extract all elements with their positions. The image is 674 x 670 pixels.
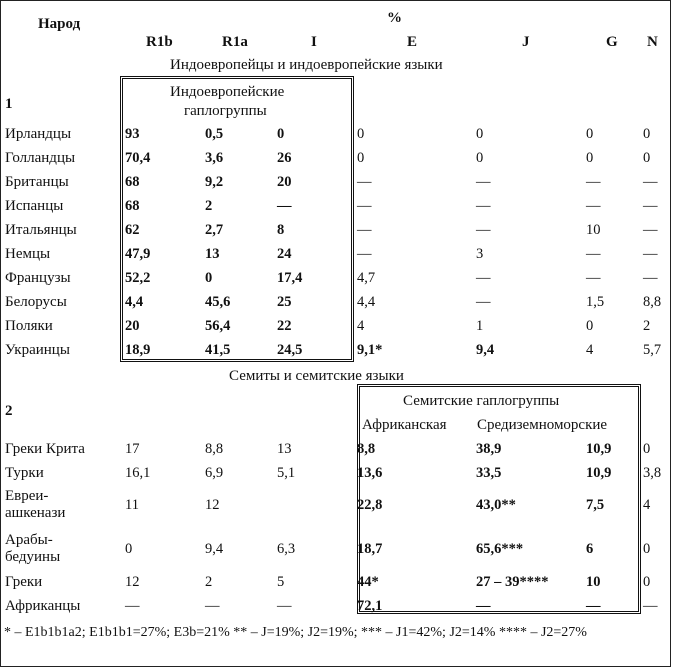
row-value: 5	[277, 574, 285, 590]
row-value: 6	[586, 541, 594, 557]
row-name: Белорусы	[5, 294, 67, 310]
row-value: 4,7	[357, 270, 376, 286]
semitic-box-label: Семитские гаплогруппы	[403, 393, 560, 409]
row-value: 13	[205, 246, 220, 262]
row-name: Французы	[5, 270, 71, 286]
row-value: 0	[586, 318, 594, 334]
row-value: 27 – 39****	[476, 574, 549, 590]
row-value: —	[643, 270, 658, 286]
section1-title: Индоевропейцы и индоевропейские языки	[170, 57, 443, 73]
row-value: 11	[125, 497, 139, 513]
col-r1b: R1b	[146, 34, 173, 50]
col-g: G	[606, 34, 618, 50]
row-value: 0	[277, 126, 285, 142]
row-value: 33,5	[476, 465, 502, 481]
semitic-sub-mediterranean: Средиземноморские	[477, 417, 608, 433]
row-value: —	[643, 246, 658, 262]
row-value: 65,6***	[476, 541, 524, 557]
row-value: 13,6	[357, 465, 383, 481]
row-value: 1	[476, 318, 484, 334]
row-value: 8,8	[357, 441, 376, 457]
row-value: 9,1*	[357, 342, 383, 358]
row-value: 0	[643, 441, 651, 457]
row-value: —	[357, 222, 372, 238]
row-value: 12	[205, 497, 220, 513]
row-value: 41,5	[205, 342, 231, 358]
row-value: 2	[643, 318, 651, 334]
row-value: 0	[476, 126, 484, 142]
row-value: —	[476, 222, 491, 238]
row-name: Турки	[5, 465, 44, 481]
row-value: 43,0**	[476, 497, 516, 513]
row-value: 0	[643, 574, 651, 590]
row-name: Испанцы	[5, 198, 64, 214]
col-j: J	[522, 34, 530, 50]
row-value: 0	[643, 541, 651, 557]
row-value: 72,1	[357, 598, 383, 614]
row-value: —	[357, 198, 372, 214]
row-value: 8,8	[643, 294, 662, 310]
row-value: 6,9	[205, 465, 224, 481]
row-value: —	[476, 174, 491, 190]
row-value: —	[357, 174, 372, 190]
row-value: 70,4	[125, 150, 151, 166]
row-value: 0,5	[205, 126, 224, 142]
row-value: 16,1	[125, 465, 151, 481]
row-value: —	[476, 198, 491, 214]
row-name-cont: ашкенази	[5, 505, 66, 521]
row-value: 18,7	[357, 541, 383, 557]
row-value: 26	[277, 150, 292, 166]
row-value: 5,7	[643, 342, 662, 358]
row-value: 4	[357, 318, 365, 334]
row-value: 24,5	[277, 342, 303, 358]
row-value: 13	[277, 441, 292, 457]
row-value: 68	[125, 198, 140, 214]
row-value: 10,9	[586, 465, 612, 481]
row-value: 4,4	[357, 294, 376, 310]
row-value: —	[476, 270, 491, 286]
row-value: 3	[476, 246, 484, 262]
row-value: 18,9	[125, 342, 151, 358]
row-value: —	[476, 294, 491, 310]
semitic-sub-african: Африканская	[362, 417, 447, 433]
row-name: Голландцы	[5, 150, 76, 166]
row-value: 24	[277, 246, 292, 262]
row-value: 0	[357, 150, 365, 166]
row-value: —	[586, 246, 601, 262]
row-value: —	[277, 598, 292, 614]
row-value: 9,4	[476, 342, 495, 358]
row-value: —	[476, 598, 491, 614]
row-name: Украинцы	[5, 342, 70, 358]
row-value: 22	[277, 318, 292, 334]
col-r1a: R1a	[222, 34, 248, 50]
row-value: 17	[125, 441, 140, 457]
row-value: 10	[586, 222, 601, 238]
row-value: 93	[125, 126, 140, 142]
footnote: * – E1b1b1a2; E1b1b1=27%; E3b=21% ** – J=19%; J2=19%; *** – J1=42%; J2=14% **** – J2=27%	[4, 625, 587, 640]
row-value: 0	[586, 150, 594, 166]
row-value: 5,1	[277, 465, 296, 481]
row-value: 8,8	[205, 441, 224, 457]
row-value: 20	[277, 174, 292, 190]
row-value: 17,4	[277, 270, 303, 286]
row-value: 20	[125, 318, 140, 334]
col-i: I	[311, 34, 317, 50]
row-value: 2	[205, 198, 213, 214]
row-name: Немцы	[5, 246, 51, 262]
col-e: E	[407, 34, 418, 50]
row-value: 4,4	[125, 294, 144, 310]
section1-number: 1	[5, 96, 13, 112]
row-value: 0	[125, 541, 133, 557]
row-value: —	[357, 246, 372, 262]
row-name: Африканцы	[5, 598, 81, 614]
row-value: 7,5	[586, 497, 605, 513]
row-value: 3,8	[643, 465, 662, 481]
header-percent: %	[387, 10, 402, 26]
row-value: —	[586, 598, 601, 614]
row-value: 0	[586, 126, 594, 142]
row-value: —	[586, 174, 601, 190]
row-value: 68	[125, 174, 140, 190]
row-value: 12	[125, 574, 140, 590]
row-value: 4	[643, 497, 651, 513]
indo-european-box-label-1: Индоевропейские	[170, 84, 285, 100]
row-name: Греки	[5, 574, 43, 590]
row-value: 25	[277, 294, 292, 310]
indo-european-box-label-2: гаплогруппы	[184, 103, 267, 119]
row-value: 2,7	[205, 222, 224, 238]
row-value: 44*	[357, 574, 379, 590]
row-value: 10	[586, 574, 601, 590]
row-value: 4	[586, 342, 594, 358]
row-value: 2	[205, 574, 213, 590]
row-name: Ирландцы	[5, 126, 72, 142]
row-value: 0	[357, 126, 365, 142]
row-value: 0	[643, 126, 651, 142]
row-name: Евреи-	[5, 488, 49, 504]
row-value: 47,9	[125, 246, 151, 262]
row-value: 0	[643, 150, 651, 166]
row-value: —	[643, 598, 658, 614]
row-value: 0	[205, 270, 213, 286]
row-value: 52,2	[125, 270, 151, 286]
row-value: —	[586, 270, 601, 286]
row-value: —	[643, 222, 658, 238]
header-people: Народ	[38, 16, 81, 32]
row-value: —	[125, 598, 140, 614]
row-value: 62	[125, 222, 140, 238]
row-value: —	[643, 198, 658, 214]
row-value: 1,5	[586, 294, 605, 310]
row-name: Поляки	[5, 318, 53, 334]
col-n: N	[647, 34, 658, 50]
row-name-cont: бедуины	[5, 549, 61, 565]
row-name: Британцы	[5, 174, 69, 190]
row-value: —	[277, 198, 292, 214]
row-value: —	[643, 174, 658, 190]
row-name: Итальянцы	[5, 222, 77, 238]
row-value: 9,2	[205, 174, 224, 190]
row-value: 10,9	[586, 441, 612, 457]
row-value: 45,6	[205, 294, 231, 310]
row-value: 8	[277, 222, 285, 238]
section2-title: Семиты и семитские языки	[229, 368, 404, 384]
row-value: —	[586, 198, 601, 214]
row-value: 0	[476, 150, 484, 166]
row-value: 3,6	[205, 150, 224, 166]
row-value: 6,3	[277, 541, 296, 557]
row-value: 22,8	[357, 497, 383, 513]
row-value: 38,9	[476, 441, 502, 457]
row-name: Греки Крита	[5, 441, 85, 457]
row-value: 56,4	[205, 318, 231, 334]
row-value: 9,4	[205, 541, 224, 557]
row-value: —	[205, 598, 220, 614]
section2-number: 2	[5, 403, 13, 419]
row-name: Арабы-	[5, 532, 53, 548]
